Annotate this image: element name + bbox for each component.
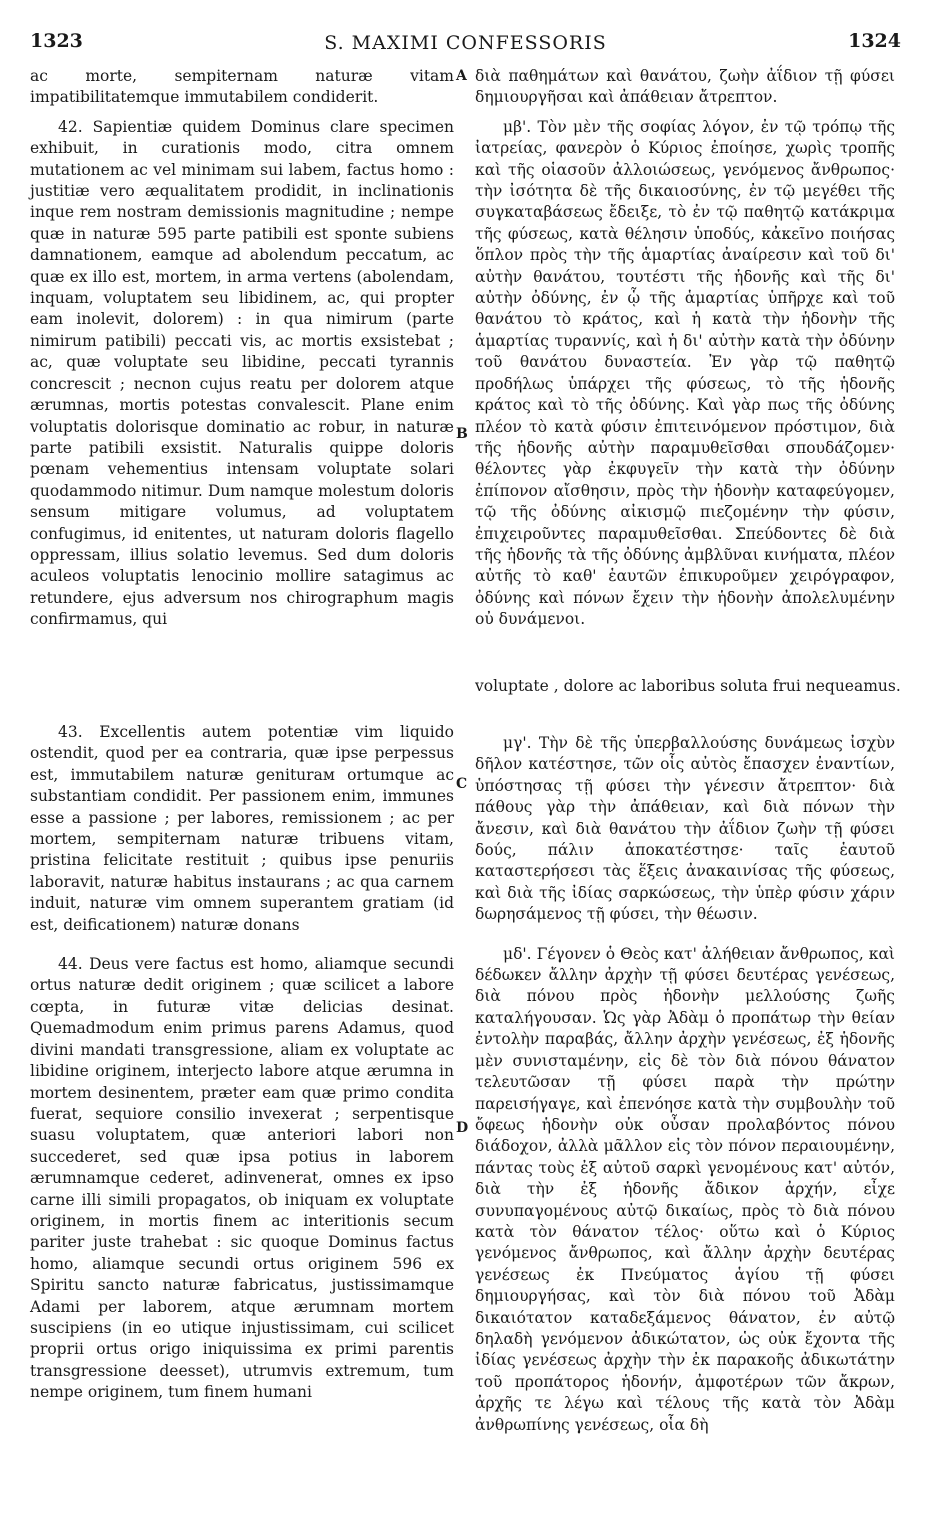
greek-paragraph-opening: διὰ παθημάτων καὶ θανάτου, ζωὴν ἀΐδιον τῇ φύσει δημιουργῆσαι καὶ ἀπάθειαν ἄτρεπτον. [475,67,895,107]
latin-column [30,66,454,639]
margin-marker-b: B [456,426,468,442]
running-title: S. MAXIMI CONFESSORIS [324,32,607,54]
latin-paragraph-opening: ac morte, sempiternam naturæ vitam impatibilitatemque immutabilem condiderit. [30,67,454,107]
margin-marker-a: A [456,68,467,84]
continuation-line [30,676,901,697]
page-number-right: 1324 [848,30,901,52]
latin-paragraph-42: 42. Sapientiæ quidem Dominus clare specimen exhibuit, in curationis modo, citra omnem mutationem ac vel minimam sui labem, factus homo : justitiæ vero æqualitatem prodidit, in inclinationis inque rem nostram demissionis magnitudine ; nempe quæ in naturæ 595 parte patibili est sponte subiens damnationem, eamque ad abolendum peccatum, ac quæ ex illo est, mortem, in arma vertens (abolendam, inquam, voluptatem seu libidinem, ac, qui propter eam inolevit, dolorem) : in qua nimirum (parte nimirum patibili) peccati vis, ac mortis exsistebat ; ac, quæ voluptate seu libidine, peccati tyrannis concrescit ; necnon cujus reatu per dolorem atque ærumnas, mortis potestas convalescit. Plane enim voluptatis dolorisque dominatio ac robur, in naturæ parte patibili exsistit. Naturalis quippe doloris pœnam vehementius intensam voluptate solari quodammodo nitimur. Dum namque molestum doloris sensum mitigare volumus, ad voluptatem confugimus, id enitentes, ut naturam doloris flagello oppressam, illius solatio levemus. Sed dum doloris aculeos voluptatis lenocinio mollire satagimus ac retundere, ejus adversum nos chirographum magis confirmamus, qui [30,117,454,629]
greek-translation-end: voluptate , dolore ac laboribus soluta frui nequeamus. [475,677,901,695]
latin-paragraph-43: 43. Excellentis autem potentiæ vim liquido ostendit, quod per ea contraria, quæ ipse perpessus est, immutabilem naturæ geniturам ortumque ac substantiam condidit. Per passionem enim, immunes esse a passione ; per labores, remissionem ; ac per mortem, sempiternam naturæ tribuens vitam, pristina felicitate restituit ; quibus ipse penuriis laboravit, naturæ habitus instaurans ; ac qua carnem induit, naturæ vim omnem superantem gratiam (id est, deificationem) naturæ donans [30,723,454,934]
greek-paragraph-43: μγ'. Τὴν δὲ τῆς ὑπερβαλλούσης δυνάμεως ἰσχὺν δῆλον κατέστησε, τῶν οἷς αὐτὸς ἔπασχεν ἐναντίων, ὑπόστησας τῇ φύσει τὴν γένεσιν ἄτρεπτον· διὰ πάθους γὰρ τὴν ἀπάθειαν, καὶ διὰ πόνων τὴν ἄνεσιν, καὶ διὰ θανάτου τὴν ἀΐδιον ζωὴν τῇ φύσει δούς, πάλιν ἀποκατέστησε· ταῖς ἑαυτοῦ καταστερήσεσι τὰς ἕξεις ἀνακαινίσας τῆς φύσεως, καὶ διὰ τῆς ἰδίας σαρκώσεως, τὴν ὑπὲρ φύσιν χάριν δωρησάμενος τῇ φύσει, τὴν θέωσιν. [475,734,895,924]
margin-marker-c: C [456,776,468,792]
greek-paragraph-42: μβ'. Τὸν μὲν τῆς σοφίας λόγον, ἐν τῷ τρόπῳ τῆς ἰατρείας, φανερὸν ὁ Κύριος ἐποίησε, χωρὶς τροπῆς καὶ τῆς οἱασοῦν ἀλλοιώσεως, γενόμενος ἄνθρωπος· τὴν ἰσότητα δὲ τῆς δικαιοσύνης, ἐν τῷ μεγέθει τῆς συγκαταβάσεως ἔδειξε, τὸ ἐν τῷ παθητῷ κατάκριμα τῆς φύσεως, κατὰ θέλησιν ὑποδύς, κἀκεῖνο ποιήσας ὅπλον πρὸς τὴν τῆς ἁμαρτίας ἀναίρεσιν καὶ τοῦ δι' αὐτὴν θανάτου, τουτέστι τῆς ἡδονῆς καὶ τῆς δι' αὐτὴν ὀδύνης, ἐν ᾧ τῆς ἁμαρτίας ὑπῆρχε καὶ τοῦ θανάτου τὸ κράτος, καὶ ἡ κατὰ τὴν ἡδονὴν τῆς ἁμαρτίας τυραννίς, καὶ ἡ δι' αὐτὴν κατὰ τὴν ὀδύνην τοῦ θανάτου δυναστεία. Ἐν γὰρ τῷ παθητῷ προδήλως ὑπάρχει τῆς φύσεως, τὸ τῆς ἡδονῆς κράτος καὶ τὸ τῆς ὀδύνης. Καὶ γὰρ πως τῆς ὀδύνης πλέον τὸ κατὰ φύσιν ἐπιτεινόμενον πρόστιμον, διὰ τῆς ἡδονῆς αὐτὴν παραμυθεῖσθαι σπουδάζομεν· θέλοντες γὰρ ἐκφυγεῖν τὴν κατὰ τὴν ὀδύνην ἐπίπονον αἴσθησιν, πρὸς τὴν ἡδονὴν καταφεύγομεν, τῷ τῆς ὀδύνης αἰκισμῷ πιεζομένην τὴν φύσιν, ἐπιχειροῦντες παραμυθεῖσθαι. Σπεύδοντες δὲ διὰ τῆς ἡδονῆς τὰ τῆς ὀδύνης ἀμβλῦναι κινήματα, πλέον αὐτῆς τὸ καθ' ἑαυτῶν ἐπικυροῦμεν χειρόγραφον, ὀδύνης καὶ πόνων ἔχειν τὴν ἡδονὴν ἀπολελυμένην οὐ δυνάμενοι. [475,117,895,629]
greek-paragraph-44: μδ'. Γέγονεν ὁ Θεὸς κατ' ἀλήθειαν ἄνθρωπος, καὶ δέδωκεν ἄλλην ἀρχὴν τῇ φύσει δευτέρας γενέσεως, διὰ πόνου πρὸς ἡδονὴν μελλούσης ζωῆς καταλήγουσαν. Ὡς γὰρ Ἀδὰμ ὁ προπάτωρ τὴν θείαν ἐντολὴν παραβάς, ἄλλην ἀρχὴν γενέσεως, ἐξ ἡδονῆς μὲν συνισταμένην, εἰς δὲ τὸν διὰ πόνου θάνατον τελευτῶσαν τῇ φύσει παρὰ τὴν πρώτην παρεισήγαγε, καὶ ἐπενόησε κατὰ τὴν συμβουλὴν τοῦ ὄφεως ἡδονὴν οὐκ οὖσαν προλαβόντος πόνου διάδοχον, ἀλλὰ μᾶλλον εἰς τὸν πόνον περαιουμένην, πάντας τοὺς ἐξ αὐτοῦ σαρκὶ γενομένους κατ' αὐτόν, διὰ τὴν ἐξ ἡδονῆς ἄδικον ἀρχήν, εἶχε συνυπαγομένους αὐτῷ δικαίως, πρὸς τὸ διὰ πόνου κατὰ τὸν θάνατον τέλος· οὕτω καὶ ὁ Κύριος γενόμενος ἄνθρωπος, καὶ ἄλλην ἀρχὴν δευτέρας γενέσεως ἐκ Πνεύματος ἁγίου τῇ φύσει δημιουργήσας, καὶ τὸν διὰ πόνου τοῦ Ἀδὰμ δικαιότατον καταδεξάμενος θάνατον, ἐν αὐτῷ δηλαδὴ γενόμενον ἀδικώτατον, ὡς οὐκ ἔχοντα τῆς ἰδίας γενέσεως ἀρχὴν τὴν ἐκ παρακοῆς ἀδικωτάτην τοῦ προπάτορος ἡδονήν, ἀμφοτέρων τῶν ἄκρων, ἀρχῆς τε λέγω καὶ τέλους τῆς κατὰ τὸν Ἀδὰμ ἀνθρωπίνης γενέσεως, οἷα δὴ [475,944,895,1434]
greek-column-lower [475,733,895,1444]
page-header [30,30,901,60]
latin-column-lower [30,722,454,1412]
latin-paragraph-44: 44. Deus vere factus est homo, aliamque secundi ortus naturæ dedit originem ; quæ scilicet a labore cœpta, in futuræ vitæ delicias desinat. Quemadmodum enim primus parens Adamus, quod divini mandati transgressione, aliam ex voluptate ac libidine originem, interjecto labore atque ærumna in mortem desinentem, præter eam quæ primo condita fuerat, sequiore consilio invexerat ; serpentisque suasu voluptatem, quæ anteriori labori non succederet, sed quæ ipsa potius in laborem ærumnamque cederet, adinvenerat, omnes ex ipso carne illi simili propagatos, ob iniquam ex voluptate originem, in mortis finem ac interitionis secum pariter juste trahebat : sic quoque Dominus factus homo, aliamque secundi ortus originem 596 ex Spiritu sancto naturæ fabricatus, justissimamque Adami per laborem, atque ærumnam mortem suscipiens (in eo utique injustissimam, cui scilicet proprii ortus origo iniquissima ex primi parentis transgressione deesset), utrumvis extremum, tum nempe originem, tum finem humani [30,955,454,1402]
page-number-left: 1323 [30,30,83,52]
greek-column [475,66,895,639]
margin-marker-d: D [456,1120,469,1136]
